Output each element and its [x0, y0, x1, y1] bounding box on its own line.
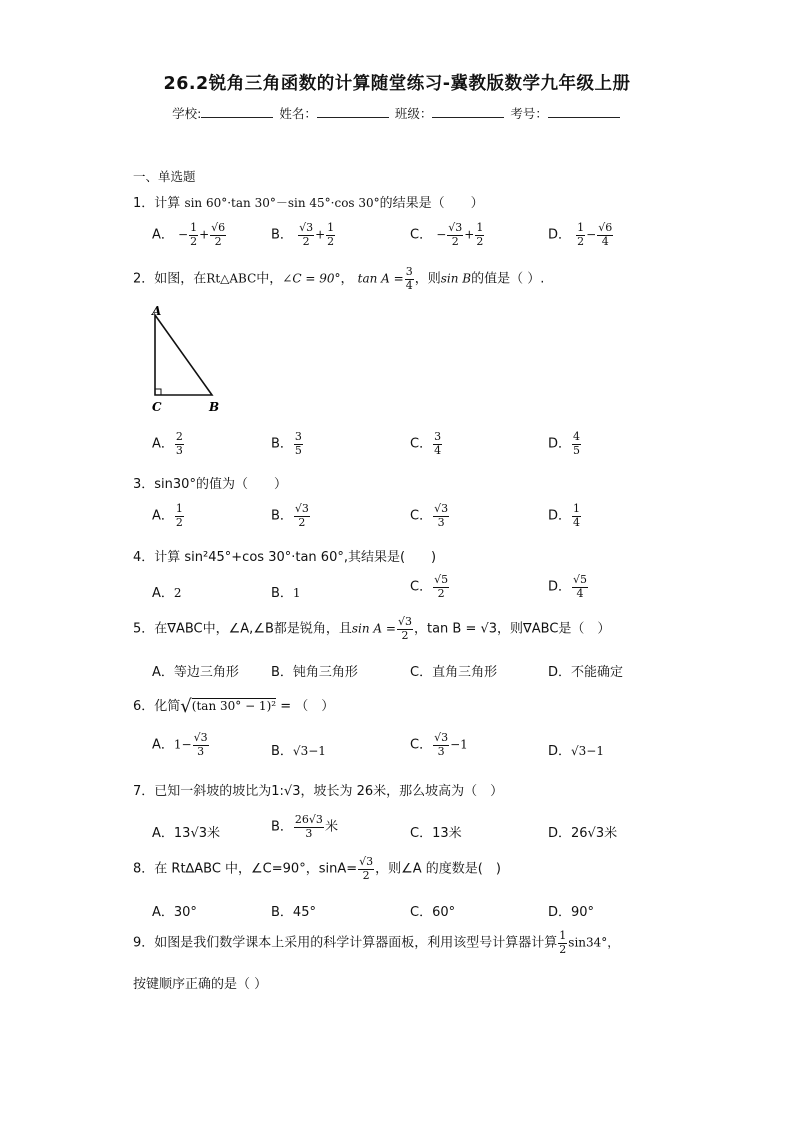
option-value: 米: [324, 819, 338, 835]
option-label: A．: [152, 586, 174, 601]
fraction: $\frac{1}{2}$: [175, 502, 183, 529]
option-label: A．: [152, 508, 174, 524]
option-value: 13√3米: [173, 826, 221, 841]
q1-option-c[interactable]: [410, 222, 485, 248]
fraction: $\frac{1}{2}$: [190, 221, 198, 248]
question-number: 8．: [133, 861, 155, 877]
option-label: D．: [548, 508, 572, 524]
fraction: $\frac{2}{3}$: [175, 430, 183, 457]
sign: −: [178, 227, 189, 242]
sign: −: [436, 227, 447, 242]
q2-option-d[interactable]: [548, 431, 582, 457]
question-9-line-2: 按键顺序正确的是（ ）: [133, 977, 268, 992]
fraction: $\frac{3}{5}$: [294, 430, 302, 457]
q1-option-a[interactable]: [152, 222, 227, 248]
option-label: D．: [548, 227, 572, 243]
q8-option-c[interactable]: C．60°: [410, 905, 456, 920]
question-number: 2．: [133, 271, 155, 287]
option-label: B．: [271, 436, 293, 452]
question-text: 计算 sin²45°+cos 30°·tan 60°,其结果是( ): [154, 550, 437, 565]
question-text: 的值是（ ）.: [471, 271, 545, 287]
fraction: $\frac{√6}{2}$: [211, 221, 226, 248]
q7-option-b[interactable]: [271, 814, 338, 840]
question-text: 在 Rt∆ABC 中，∠C=90°，sinA=: [154, 861, 358, 877]
q8-option-d[interactable]: D．90°: [548, 905, 595, 920]
fraction: $\frac{√3}{2}$: [359, 855, 374, 882]
q8-option-a[interactable]: A．30°: [152, 905, 197, 920]
operator: +: [315, 227, 326, 242]
radical-sign: √: [180, 696, 192, 717]
q1-option-d[interactable]: [548, 222, 614, 248]
question-number: 4．: [133, 550, 155, 565]
fraction: $\frac{3}{4}$: [405, 265, 413, 292]
triangle-figure: [143, 303, 233, 418]
question-text: 已知一斜坡的坡比为1:√3，坡长为 26米，那么坡高为（ ）: [154, 784, 504, 799]
student-info-line: [0, 104, 794, 122]
vertex-label-c: C: [152, 400, 162, 414]
option-label: C．: [410, 436, 433, 452]
fraction: $\frac{√5}{4}$: [573, 573, 588, 600]
option-label: B．: [271, 227, 293, 243]
question-number: 1．: [133, 196, 155, 211]
option-value: 26√3米: [571, 826, 618, 841]
fraction: $\frac{1}{2}$: [327, 221, 335, 248]
question-number: 3．: [133, 477, 155, 492]
question-number: 9．: [133, 935, 155, 951]
fraction: $\frac{√3}{3}$: [434, 502, 449, 529]
class-label: 班级：: [394, 106, 433, 121]
option-label: C．: [410, 508, 433, 524]
q4-option-d[interactable]: [548, 574, 589, 600]
option-label: B．: [271, 744, 293, 759]
q2-option-b[interactable]: [271, 431, 304, 457]
math-expression: sin34°，: [568, 935, 620, 950]
option-label: B．: [271, 819, 293, 835]
question-text: 的结果是（ ）: [379, 196, 484, 211]
option-label: D．: [548, 744, 572, 759]
q1-option-b[interactable]: [271, 222, 336, 248]
q7-option-d[interactable]: [548, 822, 617, 841]
question-text: 计算: [154, 196, 181, 211]
option-label: D．: [548, 436, 572, 452]
question-text: 化简: [154, 699, 181, 714]
school-label: 学校:: [172, 106, 202, 121]
fraction: $\frac{1}{4}$: [573, 502, 581, 529]
math-expression: (tan 30° − 1)²: [191, 699, 277, 713]
option-label: D．: [548, 826, 572, 841]
fraction: $\frac{√5}{2}$: [434, 573, 449, 600]
math-expression: sin 60°·tan 30°－sin 45°·cos 30°: [184, 196, 380, 210]
q6-option-d[interactable]: [548, 740, 604, 759]
option-value: √3−1: [571, 744, 604, 758]
q6-option-b[interactable]: [271, 740, 326, 759]
question-9: [133, 930, 619, 956]
q4-option-b[interactable]: [271, 582, 301, 601]
question-text: ，tan B = √3，则∇ABC是（ ）: [413, 621, 611, 637]
fraction: $\frac{1}{2}$: [476, 221, 484, 248]
question-5: [133, 616, 610, 642]
q5-option-b[interactable]: B．钝角三角形: [271, 665, 358, 680]
q2-option-a[interactable]: [152, 431, 185, 457]
q4-option-c[interactable]: [410, 574, 450, 600]
option-value: 1: [292, 586, 301, 600]
exam-number-label: 考号：: [510, 106, 548, 121]
section-title: 一、单选题: [133, 169, 196, 184]
q6-option-a[interactable]: [152, 732, 210, 758]
operator: +: [199, 227, 210, 242]
question-text: 如图是我们数学课本上采用的科学计算器面板，利用该型号计算器计算: [154, 935, 558, 951]
name-label: 姓名：: [279, 106, 317, 121]
vertex-label-a: A: [152, 304, 162, 318]
fraction: $\frac{√6}{4}$: [598, 221, 613, 248]
math-expression: ∠C = 90°: [282, 271, 341, 286]
question-number: 7．: [133, 784, 155, 799]
fraction: $\frac{1}{2}$: [577, 221, 585, 248]
q8-option-b[interactable]: B．45°: [271, 905, 316, 920]
question-text: 中，: [256, 271, 283, 287]
school-blank[interactable]: [201, 106, 273, 118]
math-expression: Rt△ABC: [206, 271, 257, 286]
option-value: −1: [450, 737, 468, 752]
option-label: C．: [410, 579, 433, 595]
q5-option-c[interactable]: C．直角三角形: [410, 665, 498, 680]
q6-option-c[interactable]: [410, 732, 468, 758]
question-text: 在∇ABC中，∠A,∠B都是锐角，且: [154, 621, 352, 637]
q3-option-b[interactable]: [271, 503, 311, 529]
math-expression: tan A =: [357, 271, 404, 286]
q3-option-a[interactable]: [152, 503, 185, 529]
operator: −: [586, 227, 597, 242]
question-1: [133, 192, 484, 211]
exam-number-blank[interactable]: [548, 106, 620, 118]
fraction: $\frac{3}{4}$: [434, 430, 442, 457]
option-value: 2: [173, 586, 182, 600]
fraction: $\frac{4}{5}$: [573, 430, 581, 457]
q3-option-c[interactable]: [410, 503, 450, 529]
operator: +: [464, 227, 475, 242]
math-expression: sin B: [440, 271, 472, 286]
option-label: B．: [271, 586, 293, 601]
fraction: $\frac{√3}{2}$: [294, 502, 309, 529]
q2-option-c[interactable]: [410, 431, 443, 457]
q5-option-d[interactable]: D．不能确定: [548, 665, 624, 680]
fraction: $\frac{√3}{2}$: [448, 221, 463, 248]
fraction: $\frac{√3}{3}$: [193, 731, 208, 758]
option-label: B．: [271, 508, 293, 524]
question-text: = （ ）: [276, 699, 335, 714]
question-text: sin30°的值为（ ）: [154, 477, 287, 492]
question-3: [133, 473, 287, 492]
option-label: C．: [410, 227, 433, 243]
option-label: A．: [152, 826, 174, 841]
option-label: A．: [152, 227, 174, 243]
q3-option-d[interactable]: [548, 503, 582, 529]
page-title: 26.2锐角三角函数的计算随堂练习-冀教版数学九年级上册: [163, 74, 631, 94]
fraction: $\frac{√3}{3}$: [434, 731, 449, 758]
triangle-abc: [155, 315, 212, 395]
fraction: $\frac{26√3}{3}$: [294, 813, 323, 840]
q7-option-a[interactable]: [152, 822, 220, 841]
fraction: $\frac{√3}{2}$: [299, 221, 314, 248]
fraction: $\frac{√3}{2}$: [397, 615, 412, 642]
option-label: A．: [152, 737, 174, 753]
question-7: [133, 780, 503, 799]
question-text: ，则: [414, 271, 441, 287]
q5-option-a[interactable]: A．等边三角形: [152, 665, 239, 680]
fraction: $\frac{1}{2}$: [559, 929, 567, 956]
class-blank[interactable]: [432, 106, 504, 118]
q4-option-a[interactable]: [152, 582, 182, 601]
option-label: A．: [152, 436, 174, 452]
vertex-label-b: B: [209, 400, 220, 414]
q7-option-c[interactable]: C．13米: [410, 826, 462, 841]
question-4: [133, 546, 436, 565]
question-8: [133, 856, 501, 882]
question-2: [133, 266, 544, 292]
question-number: 6．: [133, 699, 155, 714]
question-number: 5．: [133, 621, 155, 637]
question-6: [133, 695, 334, 717]
question-text: ，: [340, 271, 354, 287]
right-angle-mark: [155, 389, 161, 395]
question-text: 如图，在: [154, 271, 207, 287]
name-blank[interactable]: [317, 106, 389, 118]
option-value: 1−: [173, 737, 192, 752]
option-label: D．: [548, 579, 572, 595]
option-value: √3−1: [292, 744, 326, 758]
math-expression: sin A =: [351, 621, 396, 636]
option-label: C．: [410, 737, 433, 753]
question-text: ，则∠A 的度数是( ): [375, 861, 501, 877]
